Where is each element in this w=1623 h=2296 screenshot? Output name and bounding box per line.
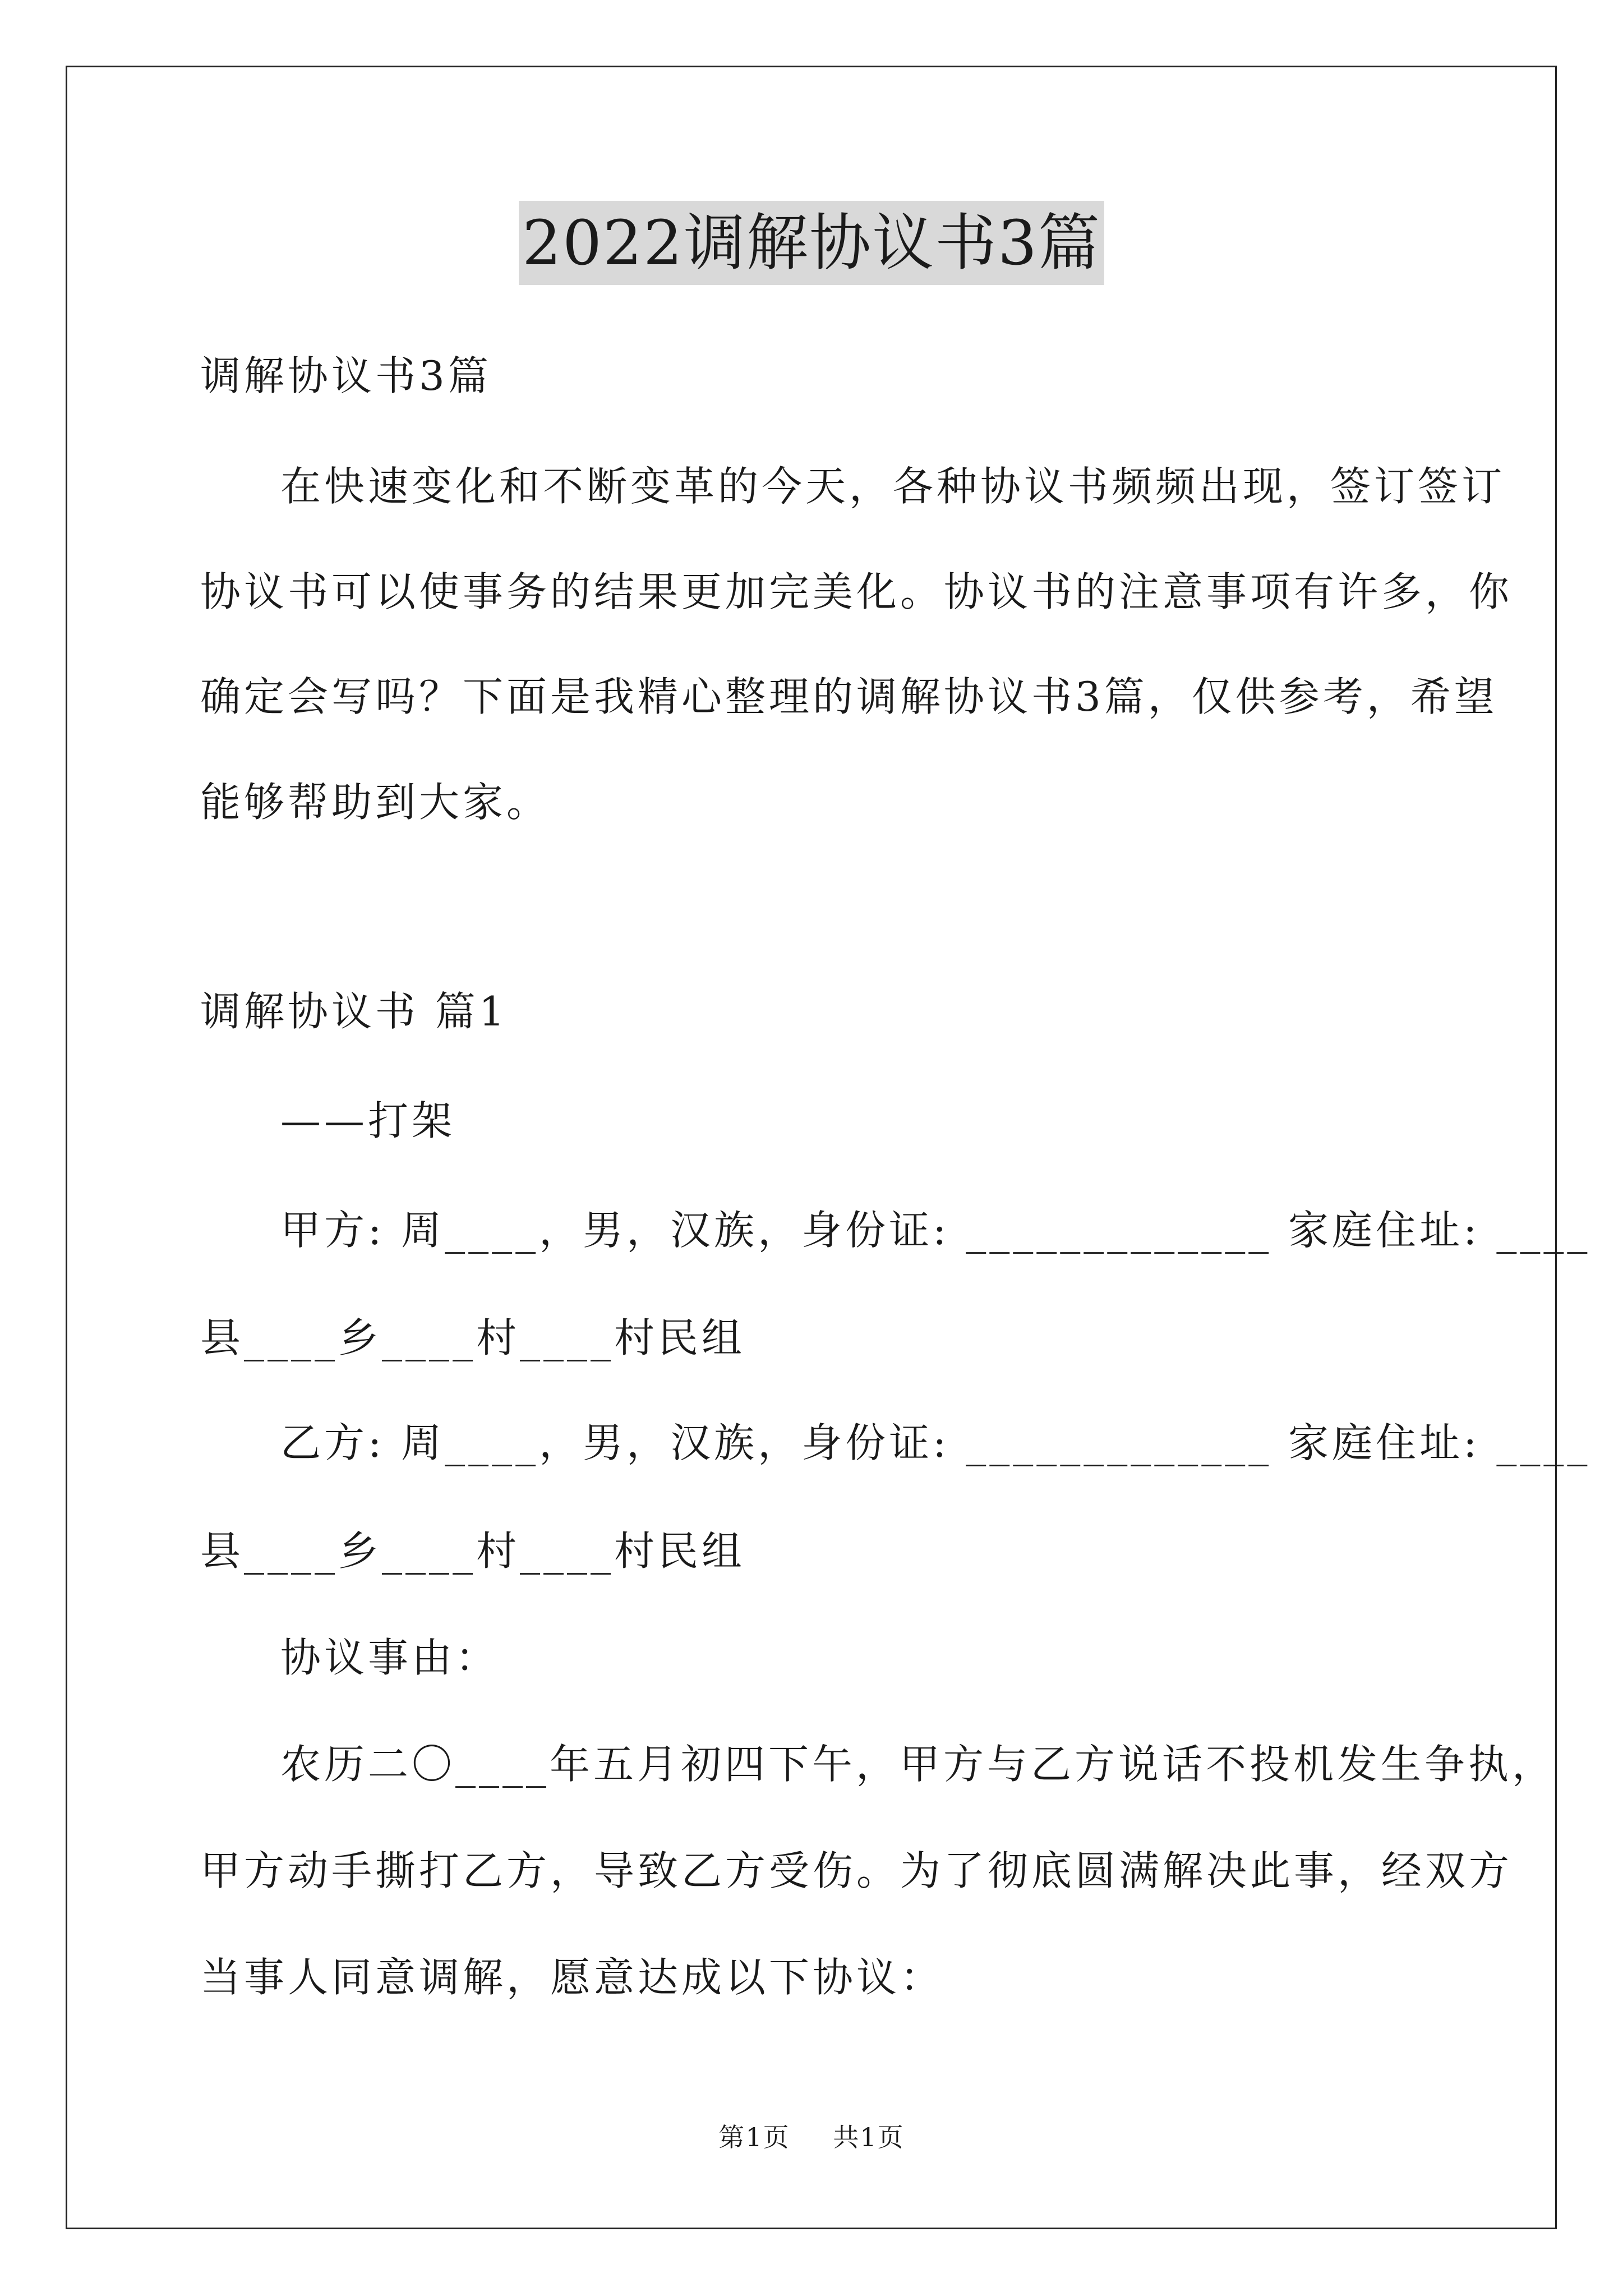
page-number-current: 第1页 (718, 2122, 790, 2152)
intro-paragraph-line-1: 在快速变化和不断变革的今天，各种协议书频频出现，签订签订 (280, 463, 1506, 510)
intro-paragraph-line-3: 确定会写吗？下面是我精心整理的调解协议书3篇，仅供参考，希望 (200, 673, 1498, 720)
subtitle-line: 调解协议书3篇 (200, 352, 492, 399)
party-a-line-1: 甲方: 周____，男，汉族，身份证: _____________ 家庭住址: ____ (280, 1207, 1591, 1254)
party-b-line-1: 乙方: 周____，男，汉族，身份证: _____________ 家庭住址: ____ (280, 1419, 1591, 1466)
page-footer (0, 2120, 1623, 2154)
agreement-reason-heading: 协议事由： (280, 1634, 500, 1681)
document-title: 2022调解协议书3篇 (519, 201, 1104, 285)
party-a-line-2: 县____乡____村____村民组 (200, 1314, 746, 1361)
page-number-total: 共1页 (833, 2122, 905, 2152)
section-subheading: ——打架 (280, 1097, 456, 1144)
reason-paragraph-line-2: 甲方动手撕打乙方，导致乙方受伤。为了彻底圆满解决此事，经双方 (200, 1847, 1513, 1894)
reason-paragraph-line-3: 当事人同意调解，愿意达成以下协议： (200, 1954, 944, 2001)
intro-paragraph-line-4: 能够帮助到大家。 (200, 779, 551, 826)
title-container (0, 201, 1623, 285)
party-b-line-2: 县____乡____村____村民组 (200, 1527, 746, 1575)
reason-paragraph-line-1: 农历二〇____年五月初四下午，甲方与乙方说话不投机发生争执， (280, 1741, 1556, 1788)
section-heading: 调解协议书 篇1 (200, 988, 508, 1035)
intro-paragraph-line-2: 协议书可以使事务的结果更加完美化。协议书的注意事项有许多，你 (200, 568, 1513, 615)
